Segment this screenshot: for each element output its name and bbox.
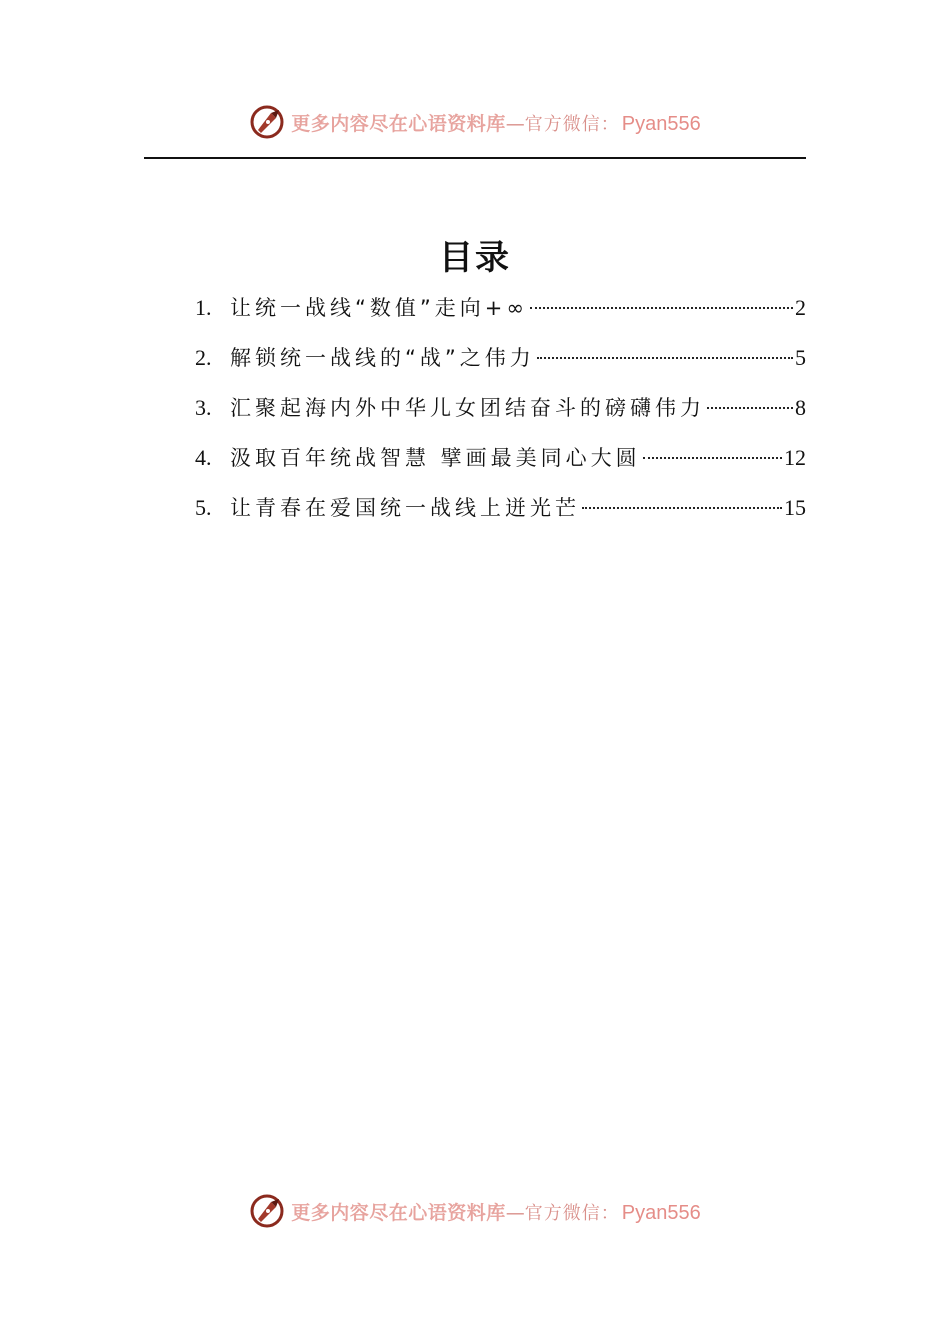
toc-entry-title: 让统一战线“数值”走向+∞ xyxy=(230,296,528,320)
pen-nib-circle-icon xyxy=(249,1193,285,1229)
footer-banner xyxy=(0,1191,950,1231)
toc-dot-leader xyxy=(582,507,782,509)
toc-dot-leader xyxy=(537,357,793,359)
header-divider xyxy=(144,157,806,159)
banner-separator: — xyxy=(505,112,525,135)
toc-entry-page: 12 xyxy=(784,445,806,470)
banner-text xyxy=(291,1198,700,1225)
toc-entry-number: 2. xyxy=(195,345,212,370)
toc-entry-4[interactable] xyxy=(195,439,806,489)
toc-entry-number: 1. xyxy=(195,295,212,320)
banner-wechat-label: 官方微信： xyxy=(524,113,620,135)
toc-entry-1[interactable] xyxy=(195,289,806,339)
toc-entry-number: 3. xyxy=(195,395,212,420)
toc-dot-leader xyxy=(707,407,793,409)
banner-wechat-id: Pyan556 xyxy=(621,1201,701,1224)
header-banner xyxy=(0,102,950,142)
toc-dot-leader xyxy=(530,307,793,309)
toc-entry-title: 汇聚起海内外中华儿女团结奋斗的磅礴伟力 xyxy=(230,396,705,420)
toc-title: 目录 xyxy=(439,238,511,278)
toc-entry-3[interactable] xyxy=(195,389,806,439)
toc-entry-number: 4. xyxy=(195,445,212,470)
banner-wechat-label: 官方微信： xyxy=(524,1202,620,1224)
toc-entry-page: 2 xyxy=(795,295,806,320)
toc-entry-2[interactable] xyxy=(195,339,806,389)
toc-entry-page: 15 xyxy=(784,495,806,520)
toc-entry-title: 让青春在爱国统一战线上迸光芒 xyxy=(230,496,580,520)
banner-text xyxy=(291,109,700,136)
toc-list xyxy=(195,289,806,539)
banner-wechat-id: Pyan556 xyxy=(621,112,701,135)
pen-nib-circle-icon xyxy=(249,104,285,140)
toc-dot-leader xyxy=(643,457,782,459)
banner-slogan: 更多内容尽在心语资料库 xyxy=(291,112,506,135)
banner-slogan: 更多内容尽在心语资料库 xyxy=(291,1201,506,1224)
toc-entry-page: 5 xyxy=(795,345,806,370)
toc-entry-number: 5. xyxy=(195,495,212,520)
toc-entry-title: 解锁统一战线的“战”之伟力 xyxy=(230,346,535,370)
toc-entry-title: 汲取百年统战智慧 擘画最美同心大圆 xyxy=(230,446,641,470)
toc-entry-5[interactable] xyxy=(195,489,806,539)
banner-separator: — xyxy=(505,1201,525,1224)
toc-entry-page: 8 xyxy=(795,395,806,420)
